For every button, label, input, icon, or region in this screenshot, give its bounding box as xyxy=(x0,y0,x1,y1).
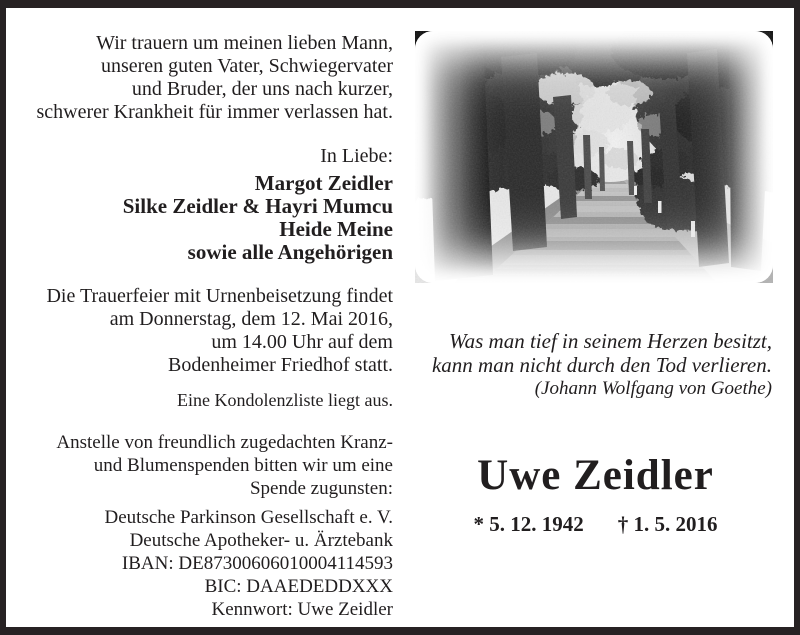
intro-line: Wir trauern um meinen lieben Mann, xyxy=(96,32,393,54)
donation-request xyxy=(20,431,393,500)
donation-details xyxy=(20,506,393,621)
mourner-name: Heide Meine xyxy=(279,217,393,241)
memorial-photo xyxy=(415,31,773,283)
in-love-label: In Liebe: xyxy=(320,145,393,167)
donation-request-line: Spende zugunsten: xyxy=(249,478,393,499)
funeral-line: um 14.00 Uhr auf dem xyxy=(211,331,393,353)
intro-line: schwerer Krankheit für immer verlassen hat. xyxy=(36,101,393,123)
birth-date: * 5. 12. 1942 xyxy=(473,512,584,536)
quote-line: Was man tief in seinem Herzen besitzt, xyxy=(449,329,772,353)
iban-number: IBAN: DE87300606010004114593 xyxy=(121,553,393,574)
announcement-column xyxy=(6,8,393,627)
life-dates xyxy=(413,512,778,537)
funeral-line: Bodenheimer Friedhof statt. xyxy=(168,354,393,376)
mourner-name: sowie alle Angehörigen xyxy=(187,240,393,264)
mourner-name: Silke Zeidler & Hayri Mumcu xyxy=(122,194,393,218)
condolence-note: Eine Kondolenzliste liegt aus. xyxy=(177,390,393,410)
quote-author: (Johann Wolfgang von Goethe) xyxy=(534,378,772,399)
death-date: † 1. 5. 2016 xyxy=(617,512,718,536)
funeral-line: am Donnerstag, dem 12. Mai 2016, xyxy=(109,308,393,330)
funeral-line: Die Trauerfeier mit Urnenbeisetzung findet xyxy=(46,285,393,307)
donation-request-line: Anstelle von freundlich zugedachten Kranz- xyxy=(56,432,393,453)
funeral-info xyxy=(20,285,393,377)
memorial-quote xyxy=(413,329,778,401)
intro-line: und Bruder, der uns nach kurzer, xyxy=(131,78,393,100)
mourner-name: Margot Zeidler xyxy=(254,171,393,195)
bic-code: BIC: DAAEDEDDXXX xyxy=(204,576,393,597)
donation-keyword: Kennwort: Uwe Zeidler xyxy=(211,599,393,620)
quote-line: kann man nicht durch den Tod verlieren. xyxy=(431,353,772,377)
charity-name: Deutsche Parkinson Gesellschaft e. V. xyxy=(104,507,393,528)
tree-avenue-illustration xyxy=(415,31,773,283)
deceased-name: Uwe Zeidler xyxy=(477,452,714,499)
memorial-column xyxy=(393,8,794,627)
intro-line: unseren guten Vater, Schwiegervater xyxy=(100,55,393,77)
bank-name: Deutsche Apotheker- u. Ärztebank xyxy=(129,530,393,551)
donation-request-line: und Blumenspenden bitten wir um eine xyxy=(93,455,393,476)
intro-text xyxy=(20,32,393,124)
mourners-list xyxy=(20,172,393,264)
